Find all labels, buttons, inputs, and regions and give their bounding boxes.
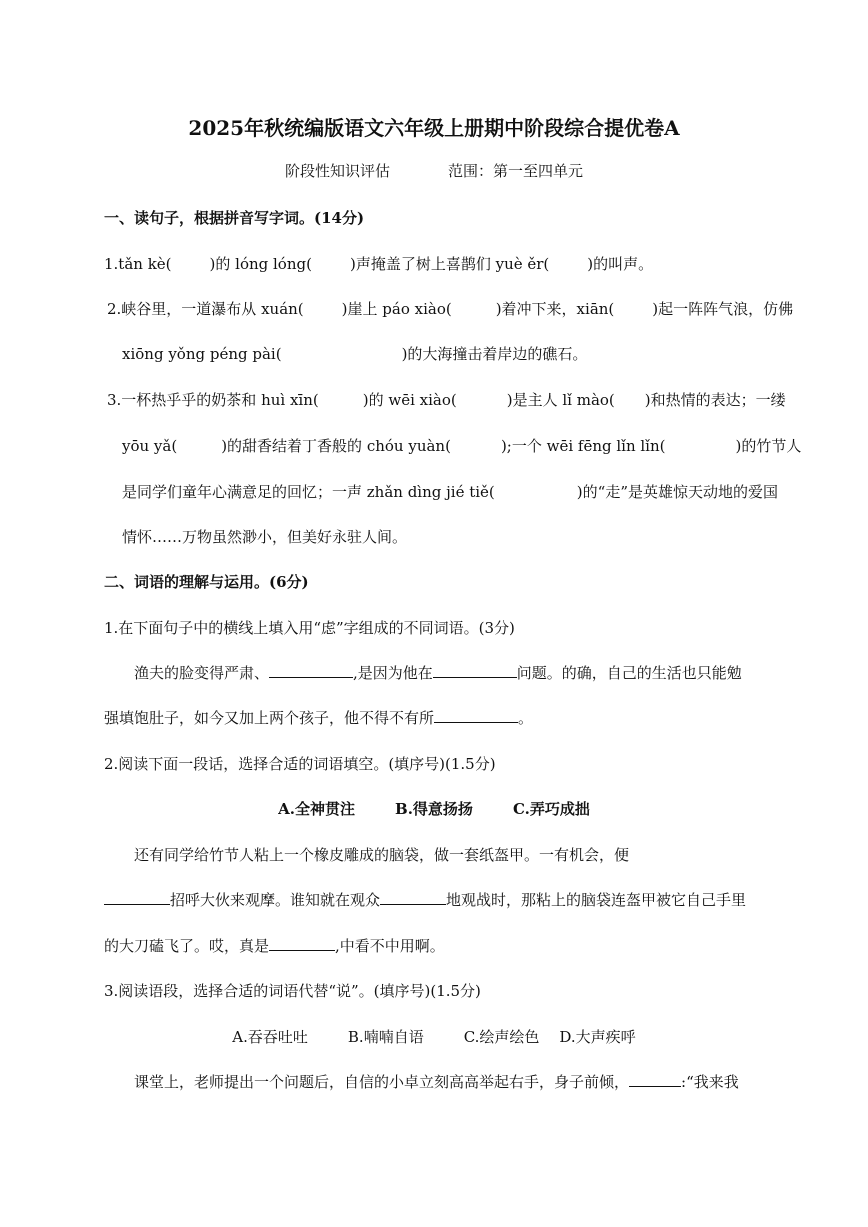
option-a: A.吞吞吐吐 [232,1028,308,1046]
s2-q3-stem: 3.阅读语段，选择合适的词语代替“说”。(填序号)(1.5分) [104,982,481,1000]
s1-q3-line-1 [107,389,786,411]
subtitle-left: 阶段性知识评估 [284,162,390,180]
text-fragment: )是主人 lǐ mào( [506,391,615,409]
text-fragment: )的 lóng lóng( [209,255,312,273]
option-b: B.得意扬扬 [395,800,473,818]
text-fragment: )声掩盖了树上喜鹊们 yuè ěr( [349,255,550,273]
s2-q2-options [0,798,868,820]
text-fragment: )的叫声。 [587,255,654,273]
section-2-heading: 二、词语的理解与运用。(6分) [104,573,309,591]
s2-q1-line-2 [104,707,533,729]
text-fragment: ,中看不中用啊。 [335,937,445,955]
s1-q2-line-2 [122,343,587,365]
text-fragment: :“我来我 [681,1073,739,1091]
s2-q2-line-1: 还有同学给竹节人粘上一个橡皮雕成的脑袋，做一套纸盔甲。一有机会，便 [134,846,630,864]
text-fragment: 地观战时，那粘上的脑袋连盔甲被它自己手里 [446,891,747,909]
s1-q1-line [104,253,653,275]
fill-blank-line[interactable] [434,707,518,723]
text-fragment: );一个 wēi fēng lǐn lǐn( [500,437,666,455]
text-fragment: 渔夫的脸变得严肃、 [134,664,270,682]
s2-q1-stem: 1.在下面句子中的横线上填入用“虑”字组成的不同词语。(3分) [104,619,515,637]
section-1-heading: 一、读句子，根据拼音写字词。(14分) [104,209,365,227]
text-fragment: ,是因为他在 [353,664,433,682]
text-fragment: )起一阵阵气浪，仿佛 [652,300,794,318]
option-c: C.绘声绘色 [463,1028,540,1046]
fill-blank-line[interactable] [380,889,446,905]
text-fragment: xiōng yǒng péng pài( [122,345,282,363]
s1-q3-line-3 [122,481,778,503]
option-b: B.喃喃自语 [347,1028,424,1046]
s1-q3-line-2 [122,435,801,457]
text-fragment: 3.一杯热乎乎的奶茶和 huì xīn( [107,391,319,409]
text-fragment: )的大海撞击着岸边的礁石。 [401,345,588,363]
text-fragment: 。 [518,709,534,727]
text-fragment: 是同学们童年心满意足的回忆；一声 zhǎn dìng jié tiě( [122,483,495,501]
text-fragment: )的“走”是英雄惊天动地的爱国 [576,483,778,501]
s2-q1-line-1 [134,662,742,684]
fill-blank-line[interactable] [433,662,517,678]
s2-q2-stem: 2.阅读下面一段话，选择合适的词语填空。(填序号)(1.5分) [104,755,496,773]
option-d: D.大声疾呼 [559,1028,636,1046]
s1-q2-line-1 [107,298,793,320]
s1-q3-line-4: 情怀……万物虽然渺小，但美好永驻人间。 [122,528,408,546]
text-fragment: )的 wēi xiào( [362,391,457,409]
exam-subtitle [0,160,868,182]
subtitle-right: 范围：第一至四单元 [448,162,584,180]
text-fragment: 招呼大伙来观摩。谁知就在观众 [170,891,381,909]
text-fragment: yōu yǎ( [122,437,178,455]
text-fragment: 1.tǎn kè( [104,255,172,273]
option-c: C.弄巧成拙 [512,800,590,818]
fill-blank-line[interactable] [104,889,170,905]
fill-blank-line[interactable] [629,1071,681,1087]
text-fragment: )的甜香结着丁香般的 chóu yuàn( [221,437,451,455]
text-fragment: 课堂上，老师提出一个问题后，自信的小卓立刻高高举起右手，身子前倾， [134,1073,630,1091]
text-fragment: 2.峡谷里，一道瀑布从 xuán( [107,300,304,318]
fill-blank-line[interactable] [269,662,353,678]
s2-q2-line-3 [104,935,445,957]
text-fragment: )着冲下来，xiān( [495,300,615,318]
text-fragment: 问题。的确，自己的生活也只能勉 [516,664,742,682]
option-a: A.全神贯注 [278,800,356,818]
exam-title: 2025年秋统编版语文六年级上册期中阶段综合提优卷A [188,116,680,140]
s2-q3-line-1 [134,1071,739,1093]
s2-q3-options [0,1026,868,1048]
text-fragment: )的竹节人 [735,437,802,455]
text-fragment: )和热情的表达；一缕 [644,391,786,409]
s2-q2-line-2 [104,889,746,911]
text-fragment: 强填饱肚子，如今又加上两个孩子，他不得不有所 [104,709,435,727]
text-fragment: )崖上 páo xiào( [341,300,452,318]
text-fragment: 的大刀磕飞了。哎，真是 [104,937,270,955]
fill-blank-line[interactable] [269,935,335,951]
